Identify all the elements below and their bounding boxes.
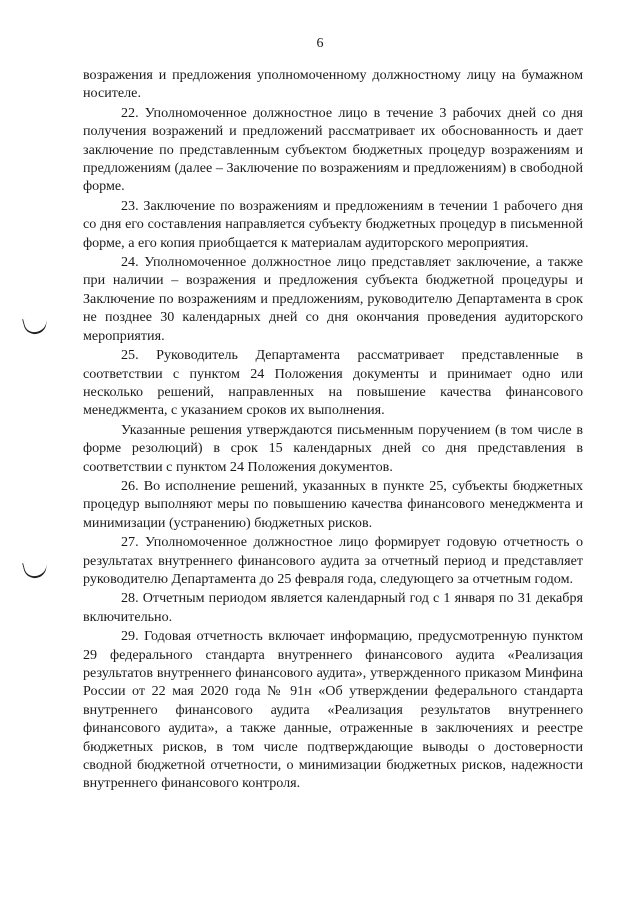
handwritten-check-mark [22, 557, 49, 580]
paragraph-25-decisions: Указанные решения утверждаются письменным поручением (в том числе в форме резолюций) в срок 15 календарных дней со дня представления в соответствии с пунктом 24 Положения документов. [83, 421, 583, 475]
handwritten-check-mark [22, 313, 49, 336]
paragraph-23: 23. Заключение по возражениям и предложениям в течении 1 рабочего дня со дня его составления направляется субъекту бюджетных процедур в письменной форме, а его копия приобщается к материалам аудиторского мероприятия. [83, 197, 583, 251]
paragraph-24: 24. Уполномоченное должностное лицо представляет заключение, а также при наличии – возражения и предложения субъекта бюджетной процедуры и Заключение по возражениям и предложениям, руководителю Департамента в срок не позднее 30 календарных дней со дня окончания проведения аудиторского мероприятия. [83, 254, 583, 344]
paragraph-28: 28. Отчетным периодом является календарный год с 1 января по 31 декабря включительно. [83, 590, 583, 625]
paragraph-25: 25. Руководитель Департамента рассматривает представленные в соответствии с пунктом 24 Положения документы и принимает одно или несколько решений, направленных на повышение качества финансового менеджмента, с указанием сроков их выполнения. [83, 347, 583, 419]
paragraph-22: 22. Уполномоченное должностное лицо в течение 3 рабочих дней со дня получения возражений и предложений рассматривает их обоснованность и дает заключение по представленным субъектом бюджетных процедур возражениям и предложениям (далее – Заключение по возражениям и предложениям) в свободной форме. [83, 104, 583, 195]
document-body [83, 66, 583, 794]
paragraph-continuation: возражения и предложения уполномоченному должностному лицу на бумажном носителе. [83, 67, 583, 102]
page-number: 6 [316, 36, 324, 51]
paragraph-29: 29. Годовая отчетность включает информацию, предусмотренную пунктом 29 федерального стандарта внутреннего финансового аудита «Реализация результатов внутреннего финансового аудита», утвержденного приказом Минфина России от 22 мая 2020 года № 91н «Об утверждении федерального стандарта внутреннего финансового аудита «Реализация результатов внутреннего финансового аудита», а также данные, отраженные в заключениях и реестре бюджетных рисков, в том числе подтверждающие выводы о достоверности сводной бюджетной отчетности, о минимизации бюджетных рисков, надежности внутреннего финансового контроля. [83, 628, 583, 792]
paragraph-26: 26. Во исполнение решений, указанных в пункте 25, субъекты бюджетных процедур выполняют меры по повышению качества финансового менеджмента и минимизации (устранению) бюджетных рисков. [83, 477, 583, 531]
paragraph-27: 27. Уполномоченное должностное лицо формирует годовую отчетность о результатах внутреннего финансового аудита за отчетный период и представляет руководителю Департамента до 25 февраля года, следующего за отчетным годом. [83, 534, 583, 587]
